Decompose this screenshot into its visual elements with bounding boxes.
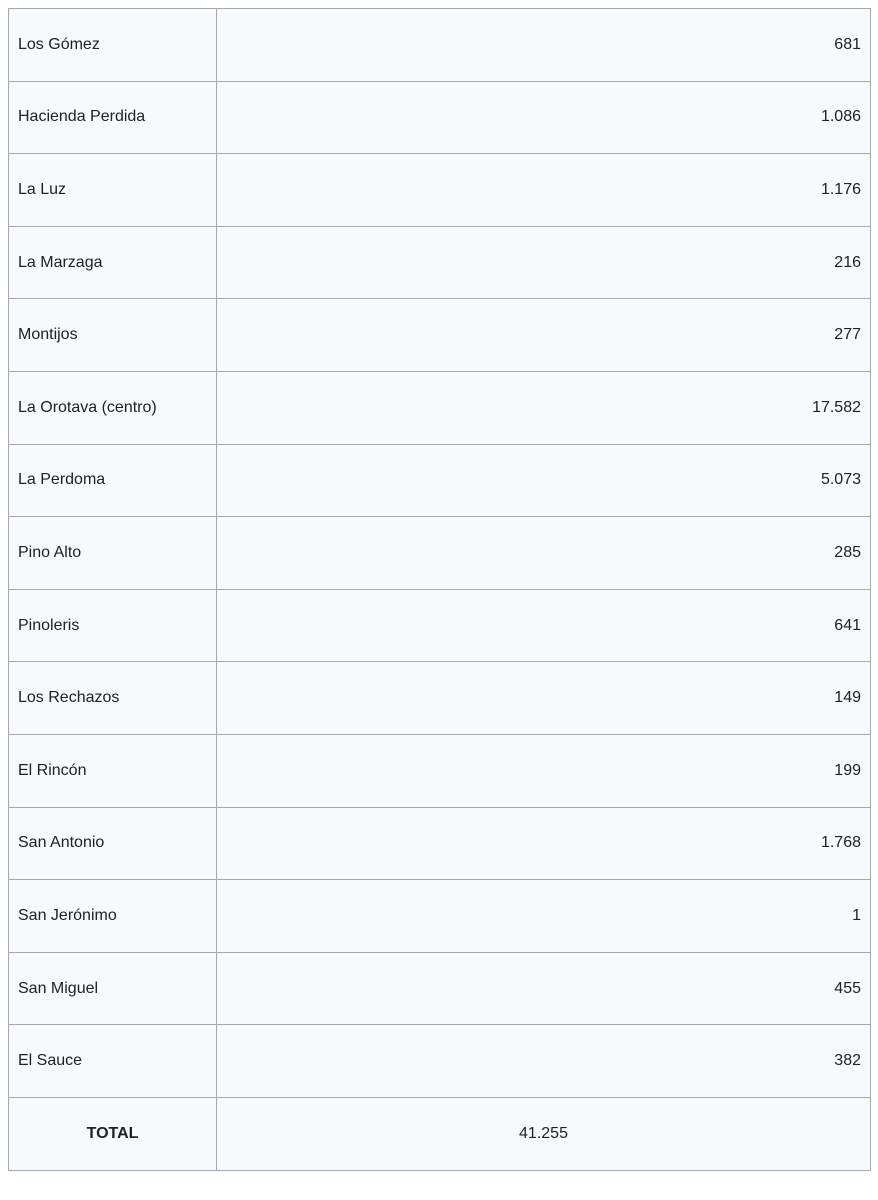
table-row [9, 444, 871, 517]
row-value: 1.086 [217, 81, 871, 154]
row-value: 5.073 [217, 444, 871, 517]
row-name: El Rincón [9, 734, 217, 807]
row-value: 149 [217, 662, 871, 735]
table-row [9, 662, 871, 735]
row-value: 1 [217, 880, 871, 953]
row-name: Montijos [9, 299, 217, 372]
row-value: 641 [217, 589, 871, 662]
table-row [9, 299, 871, 372]
row-value: 455 [217, 952, 871, 1025]
table-row [9, 154, 871, 227]
table-row [9, 9, 871, 82]
total-label: TOTAL [9, 1097, 217, 1170]
row-name: Pino Alto [9, 517, 217, 590]
table-row [9, 226, 871, 299]
population-table-container [8, 8, 870, 1171]
row-value: 17.582 [217, 371, 871, 444]
row-name: San Antonio [9, 807, 217, 880]
row-value: 277 [217, 299, 871, 372]
row-name: Los Gómez [9, 9, 217, 82]
row-name: La Luz [9, 154, 217, 227]
table-row [9, 807, 871, 880]
row-name: San Miguel [9, 952, 217, 1025]
row-value: 285 [217, 517, 871, 590]
table-row [9, 952, 871, 1025]
total-row [9, 1097, 871, 1170]
row-value: 681 [217, 9, 871, 82]
row-name: La Orotava (centro) [9, 371, 217, 444]
row-name: El Sauce [9, 1025, 217, 1098]
row-name: Los Rechazos [9, 662, 217, 735]
table-row [9, 517, 871, 590]
row-name: Hacienda Perdida [9, 81, 217, 154]
table-row [9, 880, 871, 953]
table-row [9, 734, 871, 807]
table-row [9, 371, 871, 444]
row-name: La Marzaga [9, 226, 217, 299]
table-row [9, 81, 871, 154]
table-row [9, 1025, 871, 1098]
row-value: 199 [217, 734, 871, 807]
row-value: 216 [217, 226, 871, 299]
row-name: Pinoleris [9, 589, 217, 662]
row-name: La Perdoma [9, 444, 217, 517]
row-value: 382 [217, 1025, 871, 1098]
table-row [9, 589, 871, 662]
row-value: 1.176 [217, 154, 871, 227]
total-value: 41.255 [217, 1097, 871, 1170]
row-value: 1.768 [217, 807, 871, 880]
population-table [8, 8, 871, 1171]
row-name: San Jerónimo [9, 880, 217, 953]
